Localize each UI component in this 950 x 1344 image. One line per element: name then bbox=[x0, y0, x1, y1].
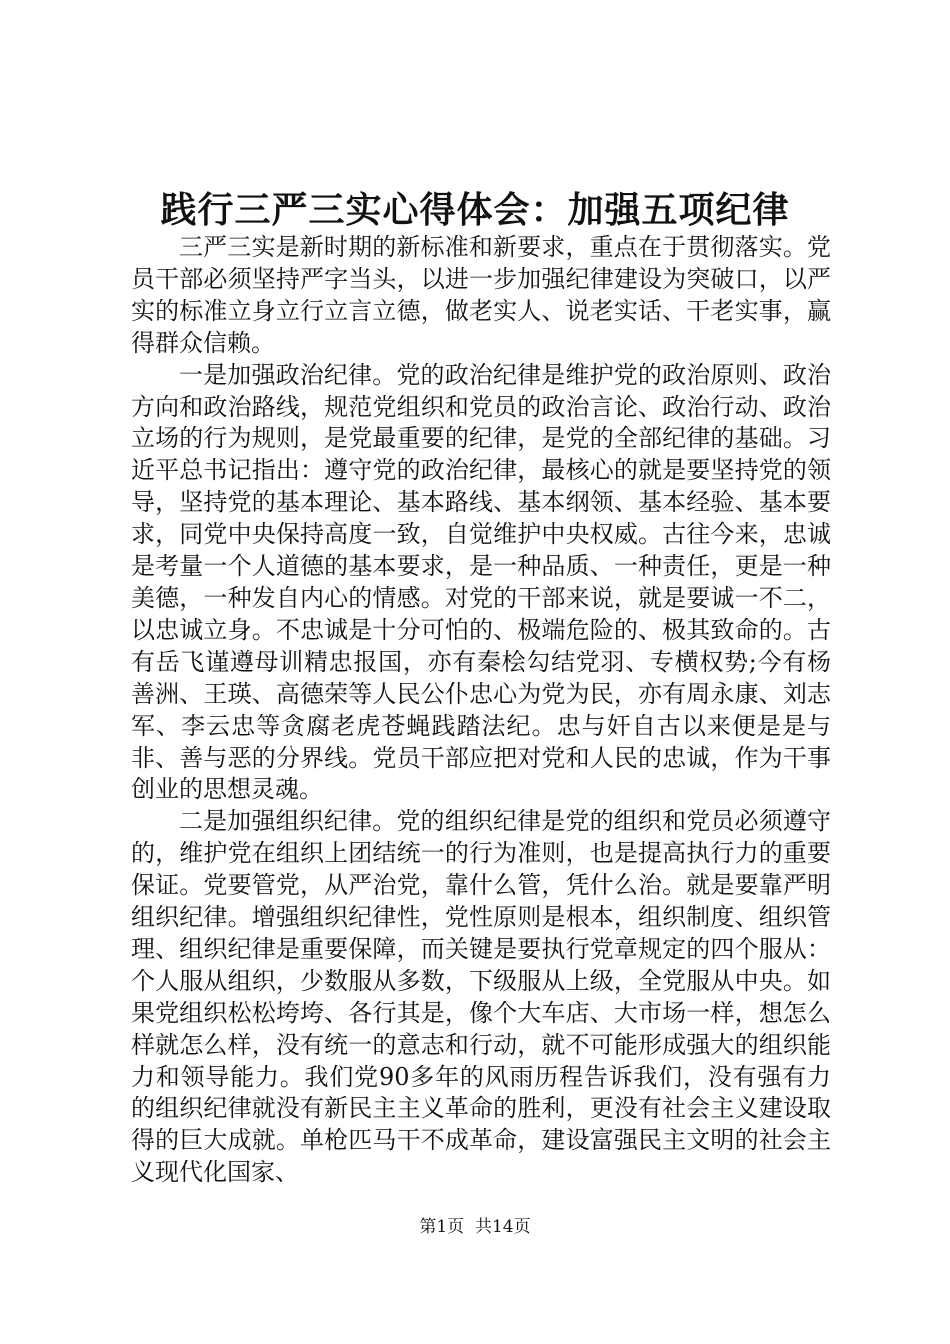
document-body bbox=[131, 232, 831, 1189]
page-number-footer: 第1页 共14页 bbox=[419, 1217, 531, 1237]
document-title: 践行三严三实心得体会：加强五项纪律 bbox=[160, 189, 790, 231]
paragraph-organizational-discipline: 二是加强组织纪律。党的组织纪律是党的组织和党员必须遵守的，维护党在组织上团结统一的行为准则，也是提高执行力的重要保证。党要管党，从严治党，靠什么管，凭什么治。就是要靠严明组织纪律。增强组织纪律性，党性原则是根本，组织制度、组织管理、组织纪律是重要保障，而关键是要执行党章规定的四个服从：个人服从组织，少数服从多数，下级服从上级，全党服从中央。如果党组织松松垮垮、各行其是，像个大车店、大市场一样，想怎么样就怎么样，没有统一的意志和行动，就不可能形成强大的组织能力和领导能力。我们党90多年的风雨历程告诉我们，没有强有力的组织纪律就没有新民主主义革命的胜利，更没有社会主义建设取得的巨大成就。单枪匹马干不成革命，建设富强民主文明的社会主义现代化国家、 bbox=[131, 807, 831, 1187]
paragraph-political-discipline: 一是加强政治纪律。党的政治纪律是维护党的政治原则、政治方向和政治路线，规范党组织和党员的政治言论、政治行动、政治立场的行为规则，是党最重要的纪律，是党的全部纪律的基础。习近平总书记指出：遵守党的政治纪律，最核心的就是要坚持党的领导，坚持党的基本理论、基本路线、基本纲领、基本经验、基本要求，同党中央保持高度一致，自觉维护中央权威。古往今来，忠诚是考量一个人道德的基本要求，是一种品质、一种责任，更是一种美德，一种发自内心的情感。对党的干部来说，就是要诚一不二，以忠诚立身。不忠诚是十分可怕的、极端危险的、极其致命的。古有岳飞谨遵母训精忠报国，亦有秦桧勾结党羽、专横权势;今有杨善洲、王瑛、高德荣等人民公仆忠心为党为民，亦有周永康、刘志军、李云忠等贪腐老虎苍蝇践踏法纪。忠与奸自古以来便是是与非、善与恶的分界线。党员干部应把对党和人民的忠诚，作为干事创业的思想灵魂。 bbox=[131, 360, 831, 804]
paragraph-intro: 三严三实是新时期的新标准和新要求，重点在于贯彻落实。党员干部必须坚持严字当头，以进一步加强纪律建设为突破口，以严实的标准立身立行立言立德，做老实人、说老实话、干老实事，赢得群众信赖。 bbox=[131, 233, 831, 357]
